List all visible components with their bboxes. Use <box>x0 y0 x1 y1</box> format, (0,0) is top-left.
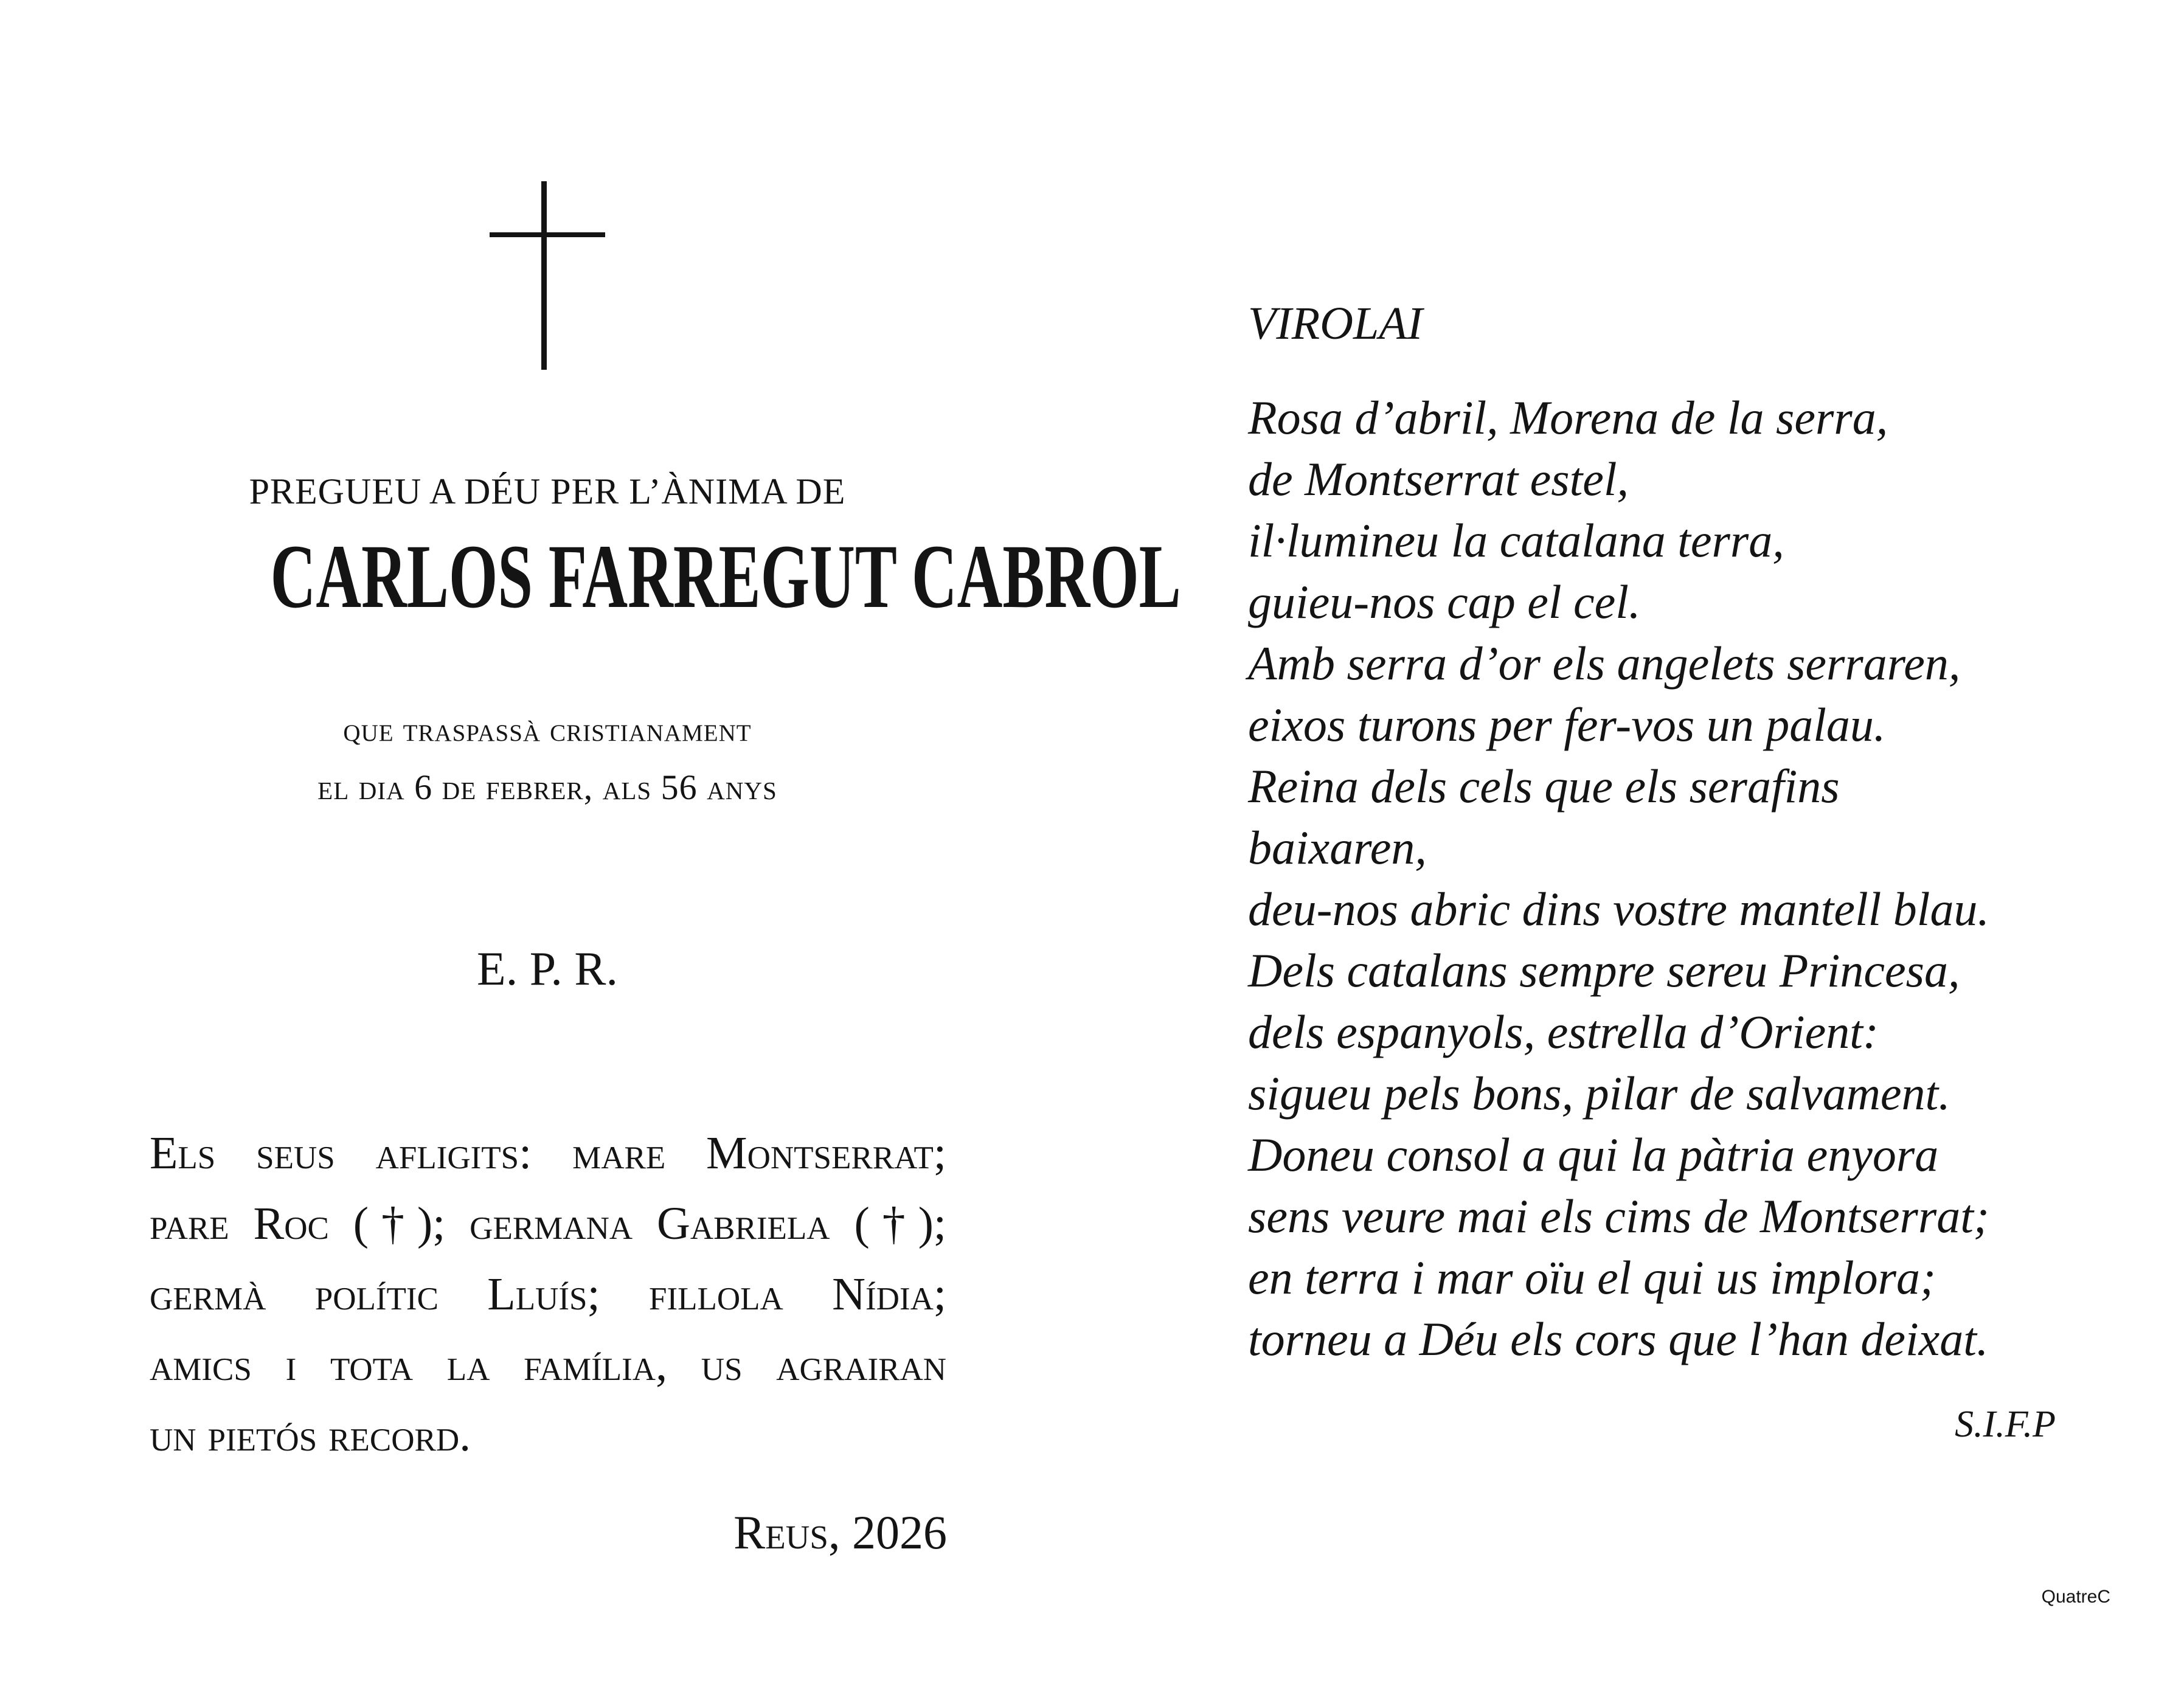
poem-line: Reina dels cels que els serafins <box>1248 760 1840 813</box>
mourners-line: un pietós record. <box>150 1410 471 1461</box>
poem-line: Dels catalans sempre sereu Princesa, <box>1248 944 1960 997</box>
place-date: Reus, 2026 <box>733 1506 947 1559</box>
poem-title: VIROLAI <box>1248 298 1423 349</box>
mourners-line: amics i tota la família, us agrairan <box>150 1339 946 1390</box>
poem-line: torneu a Déu els cors que l’han deixat. <box>1248 1312 1989 1365</box>
poem-line: il·lumineu la catalana terra, <box>1248 514 1784 567</box>
poem-line: sigueu pels bons, pilar de salvament. <box>1248 1067 1950 1120</box>
mourners-line: Els seus afligits: mare Montserrat; <box>150 1128 946 1179</box>
signature-initials: S.I.F.P <box>1955 1404 2056 1445</box>
passed-line-1: que traspassà cristianament <box>343 711 752 749</box>
poem-line: de Montserrat estel, <box>1248 452 1629 505</box>
poem-line: eixos turons per fer-vos un palau. <box>1248 698 1886 751</box>
poem-line: deu-nos abric dins vostre mantell blau. <box>1248 882 1989 935</box>
epr-text: E. P. R. <box>477 942 618 995</box>
printer-mark: QuatreC <box>2041 1587 2110 1607</box>
poem-line: guieu-nos cap el cel. <box>1248 575 1641 628</box>
poem-line: baixaren, <box>1248 821 1427 874</box>
mourners-line: germà polític Lluís; fillola Nídia; <box>150 1269 946 1320</box>
poem-line: Amb serra d’or els angelets serraren, <box>1248 637 1961 690</box>
pray-line: PREGUEU A DÉU PER L’ÀNIMA DE <box>249 471 846 511</box>
poem-line: dels espanyols, estrella d’Orient: <box>1248 1005 1879 1058</box>
cross-vertical-bar <box>541 181 547 370</box>
mourners-line: pare Roc (†); germana Gabriela (†); <box>150 1198 946 1249</box>
cross-icon <box>490 181 605 370</box>
poem-line: en terra i mar oïu el qui us implora; <box>1248 1251 1936 1304</box>
cross-horizontal-bar <box>490 232 605 237</box>
passed-line-2: el dia 6 de febrer, als 56 anys <box>317 768 777 807</box>
deceased-name: CARLOS FARREGUT CABROL <box>270 526 1181 627</box>
poem-line: Doneu consol a qui la pàtria enyora <box>1248 1128 1939 1181</box>
poem-body <box>1248 387 2130 1370</box>
poem-line: sens veure mai els cims de Montserrat; <box>1248 1190 1989 1243</box>
mourners-paragraph <box>150 1118 946 1471</box>
poem-line: Rosa d’abril, Morena de la serra, <box>1248 391 1888 444</box>
